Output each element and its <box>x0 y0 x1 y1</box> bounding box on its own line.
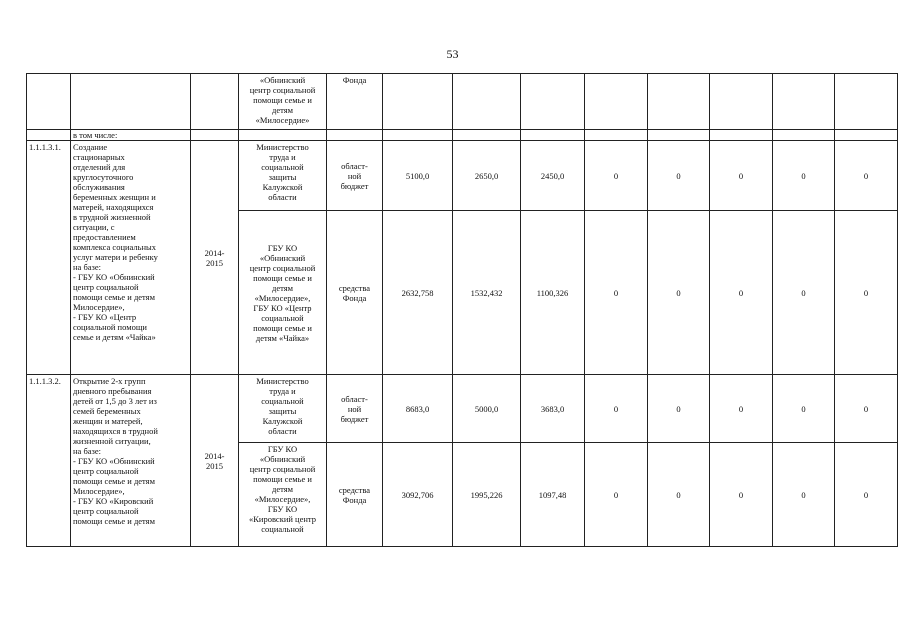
value-cell <box>710 130 773 141</box>
value-cell <box>773 74 835 130</box>
zero-value: 0 <box>648 211 710 375</box>
zero-value: 0 <box>648 141 710 211</box>
executor-cell: ГБУ КО «Обнинский центр социальной помощи семье и детям «Милосердие», ГБУ КО «Кировский центр социальной <box>239 443 327 547</box>
executor-cell: Министерство труда и социальной защиты Калужской области <box>239 375 327 443</box>
table-row <box>27 74 898 130</box>
zero-value: 0 <box>835 211 898 375</box>
source-cell <box>327 130 383 141</box>
code-cell <box>27 130 71 141</box>
value-cell <box>710 74 773 130</box>
zero-value: 0 <box>585 443 648 547</box>
value-2015: 1100,326 <box>521 211 585 375</box>
value-2014: 5000,0 <box>453 375 521 443</box>
including-label: в том числе: <box>71 130 191 141</box>
value-2014: 2650,0 <box>453 141 521 211</box>
value-2015: 1097,48 <box>521 443 585 547</box>
zero-value: 0 <box>648 443 710 547</box>
total-value: 8683,0 <box>383 375 453 443</box>
value-cell <box>521 74 585 130</box>
table-row <box>27 375 898 443</box>
zero-value: 0 <box>835 141 898 211</box>
zero-value: 0 <box>585 375 648 443</box>
item-period: 2014- 2015 <box>191 375 239 547</box>
value-cell <box>521 130 585 141</box>
zero-value: 0 <box>585 141 648 211</box>
total-value: 5100,0 <box>383 141 453 211</box>
value-cell <box>453 130 521 141</box>
source-cell: средства Фонда <box>327 211 383 375</box>
source-cell: област- ной бюджет <box>327 141 383 211</box>
item-code: 1.1.1.3.1. <box>27 141 71 375</box>
zero-value: 0 <box>773 211 835 375</box>
value-cell <box>648 74 710 130</box>
source-cell: средства Фонда <box>327 443 383 547</box>
table-row <box>27 141 898 211</box>
zero-value: 0 <box>710 443 773 547</box>
code-cell <box>27 74 71 130</box>
executor-cell: ГБУ КО «Обнинский центр социальной помощи семье и детям «Милосердие», ГБУ КО «Центр социальной помощи семье и детям «Чайка» <box>239 211 327 375</box>
value-2015: 3683,0 <box>521 375 585 443</box>
zero-value: 0 <box>773 443 835 547</box>
value-cell <box>383 74 453 130</box>
zero-value: 0 <box>773 375 835 443</box>
zero-value: 0 <box>710 211 773 375</box>
value-2014: 1995,226 <box>453 443 521 547</box>
description-cell <box>71 74 191 130</box>
value-cell <box>453 74 521 130</box>
period-cell <box>191 130 239 141</box>
executor-cell: Министерство труда и социальной защиты Калужской области <box>239 141 327 211</box>
zero-value: 0 <box>835 443 898 547</box>
item-description: Открытие 2-х групп дневного пребывания детей от 1,5 до 3 лет из семей беременных женщин и матерей, находящихся в трудной жизненной ситуации, на базе: - ГБУ КО «Обнинский центр социальной помощи семье и детям Милосердие», - ГБУ КО «Кировский центр социальной помощи семье и детям <box>71 375 191 547</box>
value-cell <box>648 130 710 141</box>
item-description: Создание стационарных отделений для круглосуточного обслуживания беременных женщин и матерей, находящихся в трудной жизненной ситуации, с предоставлением комплекса социальных услуг матери и ребенку на базе: - ГБУ КО «Обнинский центр социальной помощи семье и детям Милосердие», - ГБУ КО «Центр социальной помощи семье и детям «Чайка» <box>71 141 191 375</box>
zero-value: 0 <box>835 375 898 443</box>
value-cell <box>835 130 898 141</box>
zero-value: 0 <box>710 375 773 443</box>
value-2015: 2450,0 <box>521 141 585 211</box>
period-cell <box>191 74 239 130</box>
item-period: 2014- 2015 <box>191 141 239 375</box>
value-cell <box>773 130 835 141</box>
source-cell: област- ной бюджет <box>327 375 383 443</box>
zero-value: 0 <box>648 375 710 443</box>
table-row <box>27 130 898 141</box>
value-cell <box>585 74 648 130</box>
item-code: 1.1.1.3.2. <box>27 375 71 547</box>
value-cell <box>585 130 648 141</box>
zero-value: 0 <box>710 141 773 211</box>
zero-value: 0 <box>773 141 835 211</box>
executor-cell <box>239 130 327 141</box>
total-value: 2632,758 <box>383 211 453 375</box>
budget-table <box>26 73 898 547</box>
source-cell: Фонда <box>327 74 383 130</box>
value-cell <box>835 74 898 130</box>
value-2014: 1532,432 <box>453 211 521 375</box>
page-number: 53 <box>446 47 459 61</box>
executor-cell: «Обнинский центр социальной помощи семье и детям «Милосердие» <box>239 74 327 130</box>
zero-value: 0 <box>585 211 648 375</box>
value-cell <box>383 130 453 141</box>
total-value: 3092,706 <box>383 443 453 547</box>
